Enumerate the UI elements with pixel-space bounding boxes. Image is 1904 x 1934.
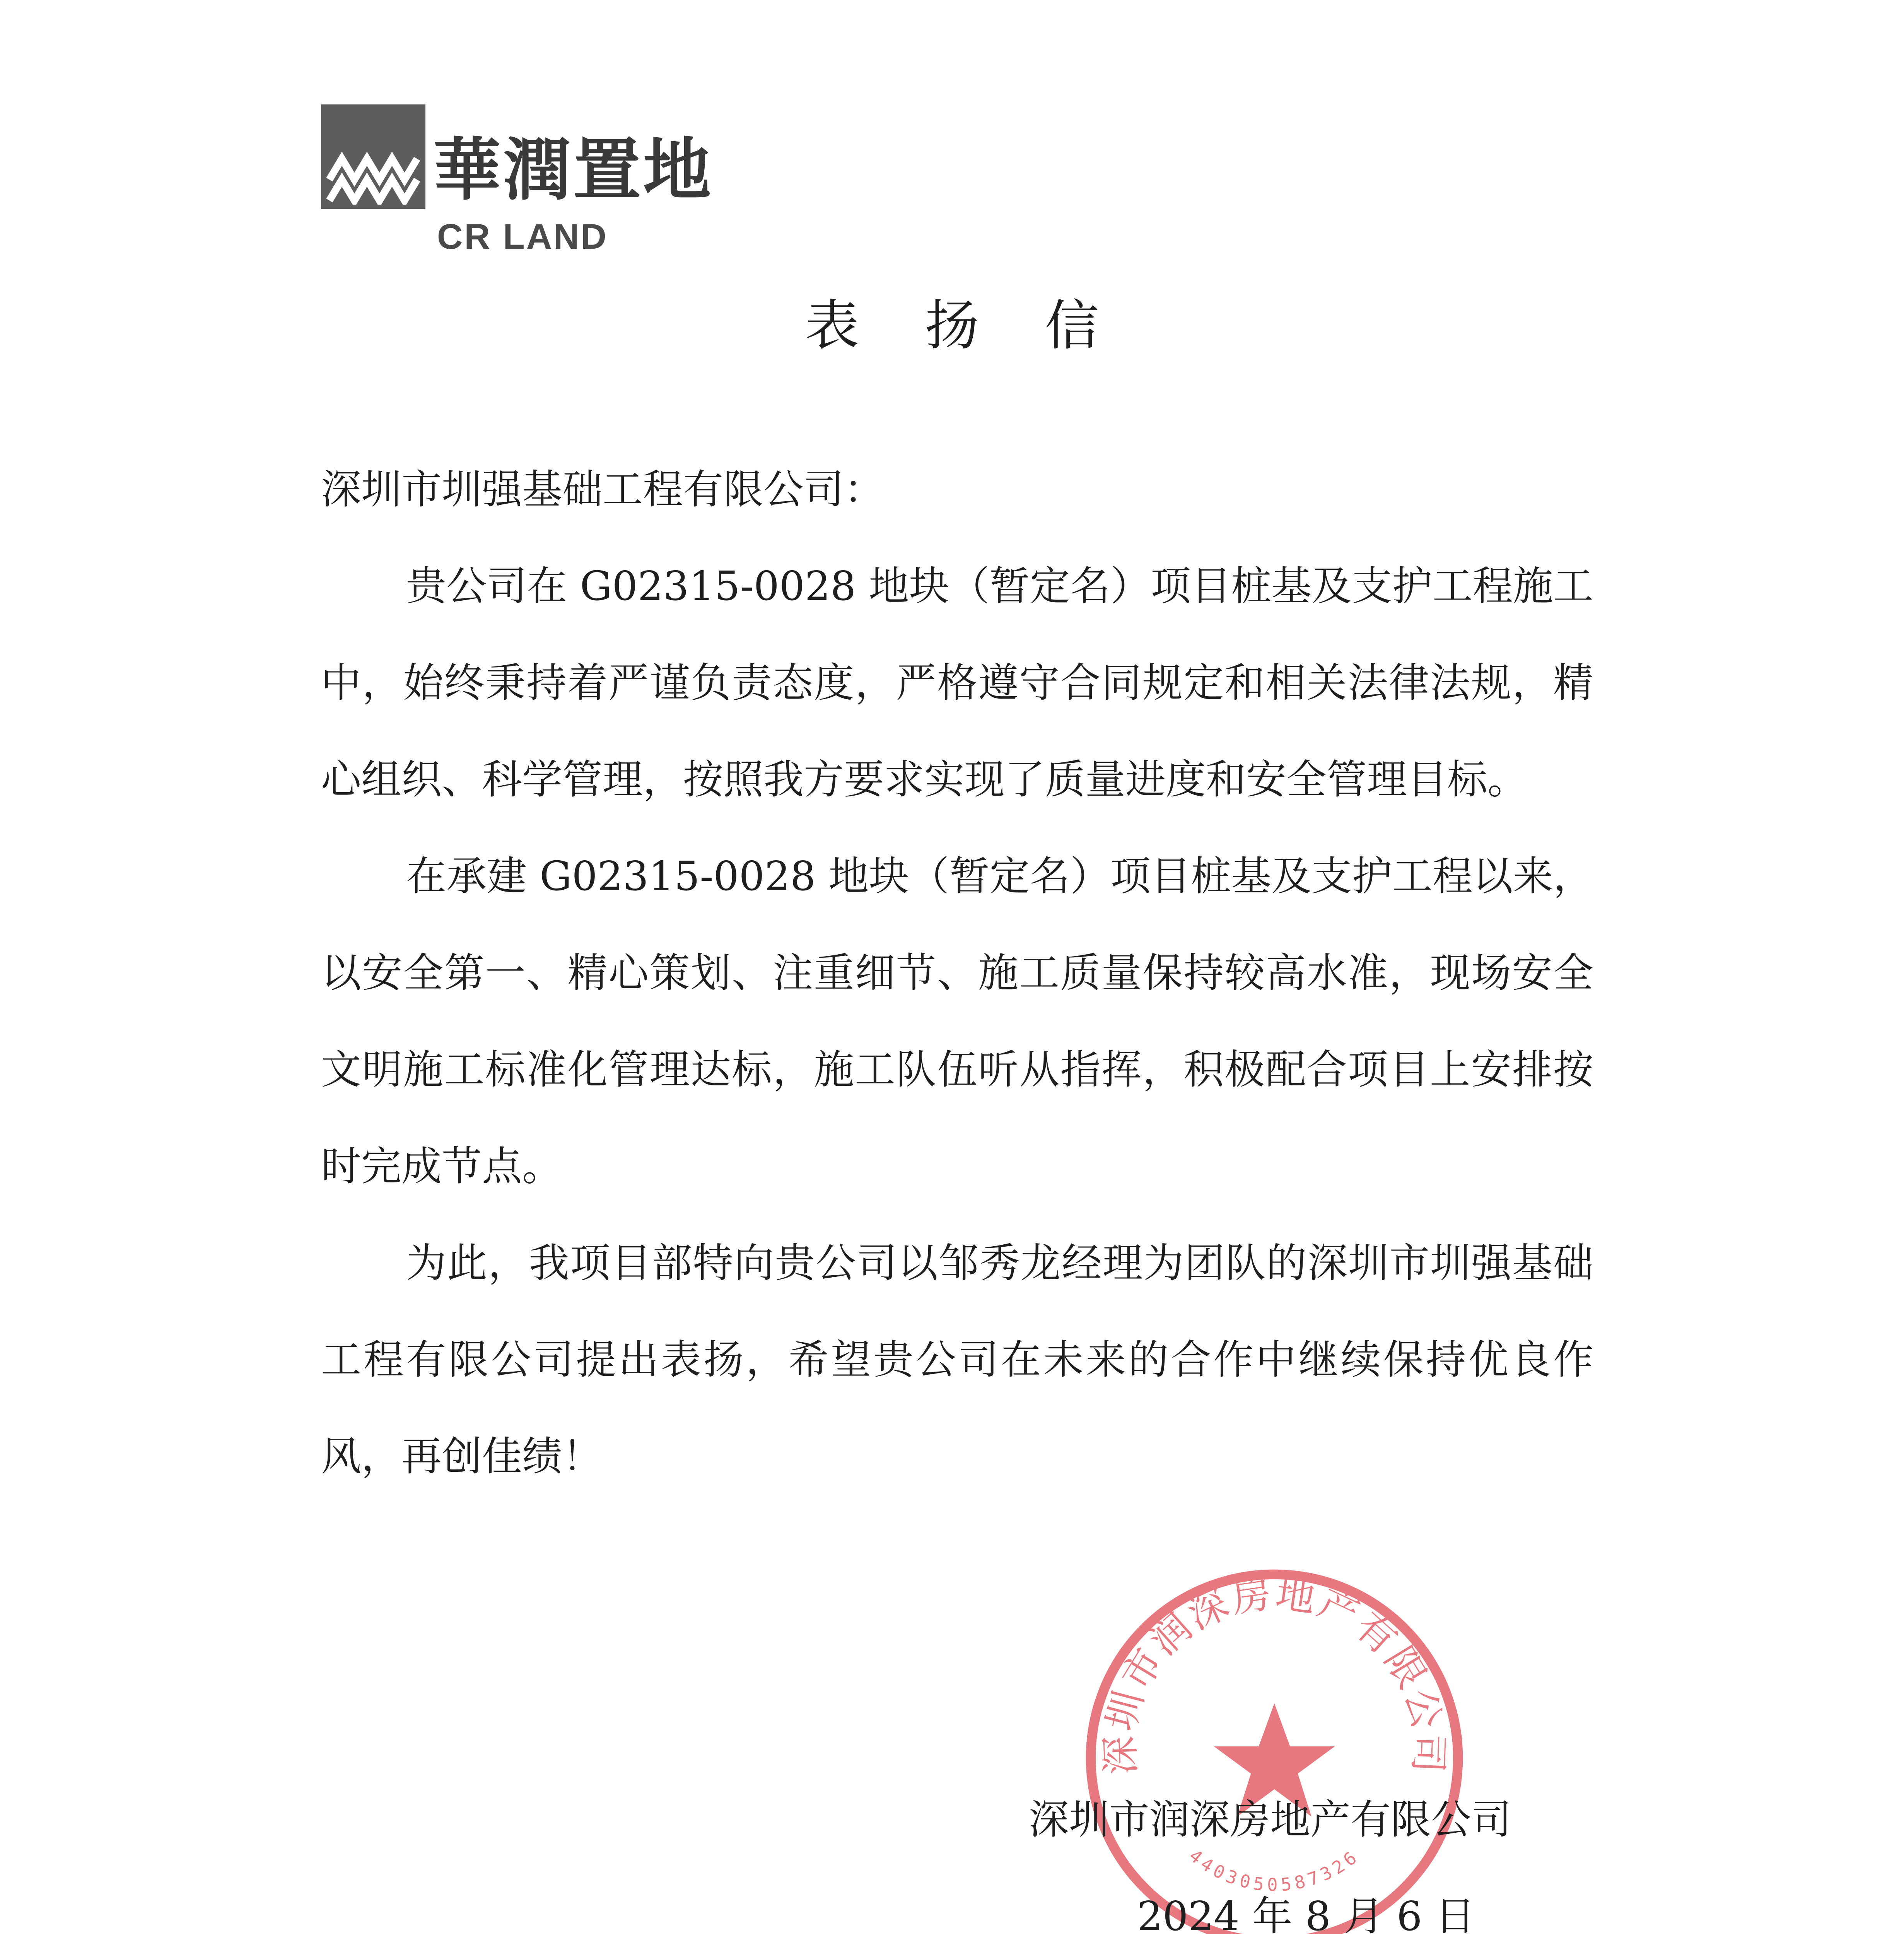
seal-number: 4403050587326 <box>1185 1845 1364 1895</box>
letter-title: 表扬信 <box>805 294 1165 357</box>
cr-land-logo-mark-icon <box>321 104 425 209</box>
letter-body <box>321 441 1593 1505</box>
logo-chinese-name: 華潤置地 <box>433 131 713 210</box>
paragraph-2: 在承建 G02315-0028 地块（暂定名）项目桩基及支护工程以来，以安全第一、精心策划、注重细节、施工质量保持较高水准，现场安全文明施工标准化管理达标，施工队伍听从指挥，积极配合项目上安排按时完成节点。 <box>321 853 1593 1190</box>
logo-english-name: CR LAND <box>437 217 608 256</box>
paragraph-1: 贵公司在 G02315-0028 地块（暂定名）项目桩基及支护工程施工中，始终秉持着严谨负责态度，严格遵守合同规定和相关法律法规，精心组织、科学管理，按照我方要求实现了质量进度和安全管理目标。 <box>321 562 1593 803</box>
company-seal <box>1079 1563 1470 1934</box>
signature-company: 深圳市润深房地产有限公司 <box>1029 1796 1512 1843</box>
signature-date: 2024 年 8 月 6 日 <box>1137 1893 1475 1934</box>
paragraph-3: 为此，我项目部特向贵公司以邹秀龙经理为团队的深圳市圳强基础工程有限公司提出表扬，希望贵公司在未来的合作中继续保持优良作风，再创佳绩！ <box>321 1239 1593 1480</box>
seal-text: 深圳市润深房地产有限公司 <box>1096 1570 1452 1776</box>
salutation: 深圳市圳强基础工程有限公司： <box>321 466 885 513</box>
company-logo <box>321 104 713 267</box>
